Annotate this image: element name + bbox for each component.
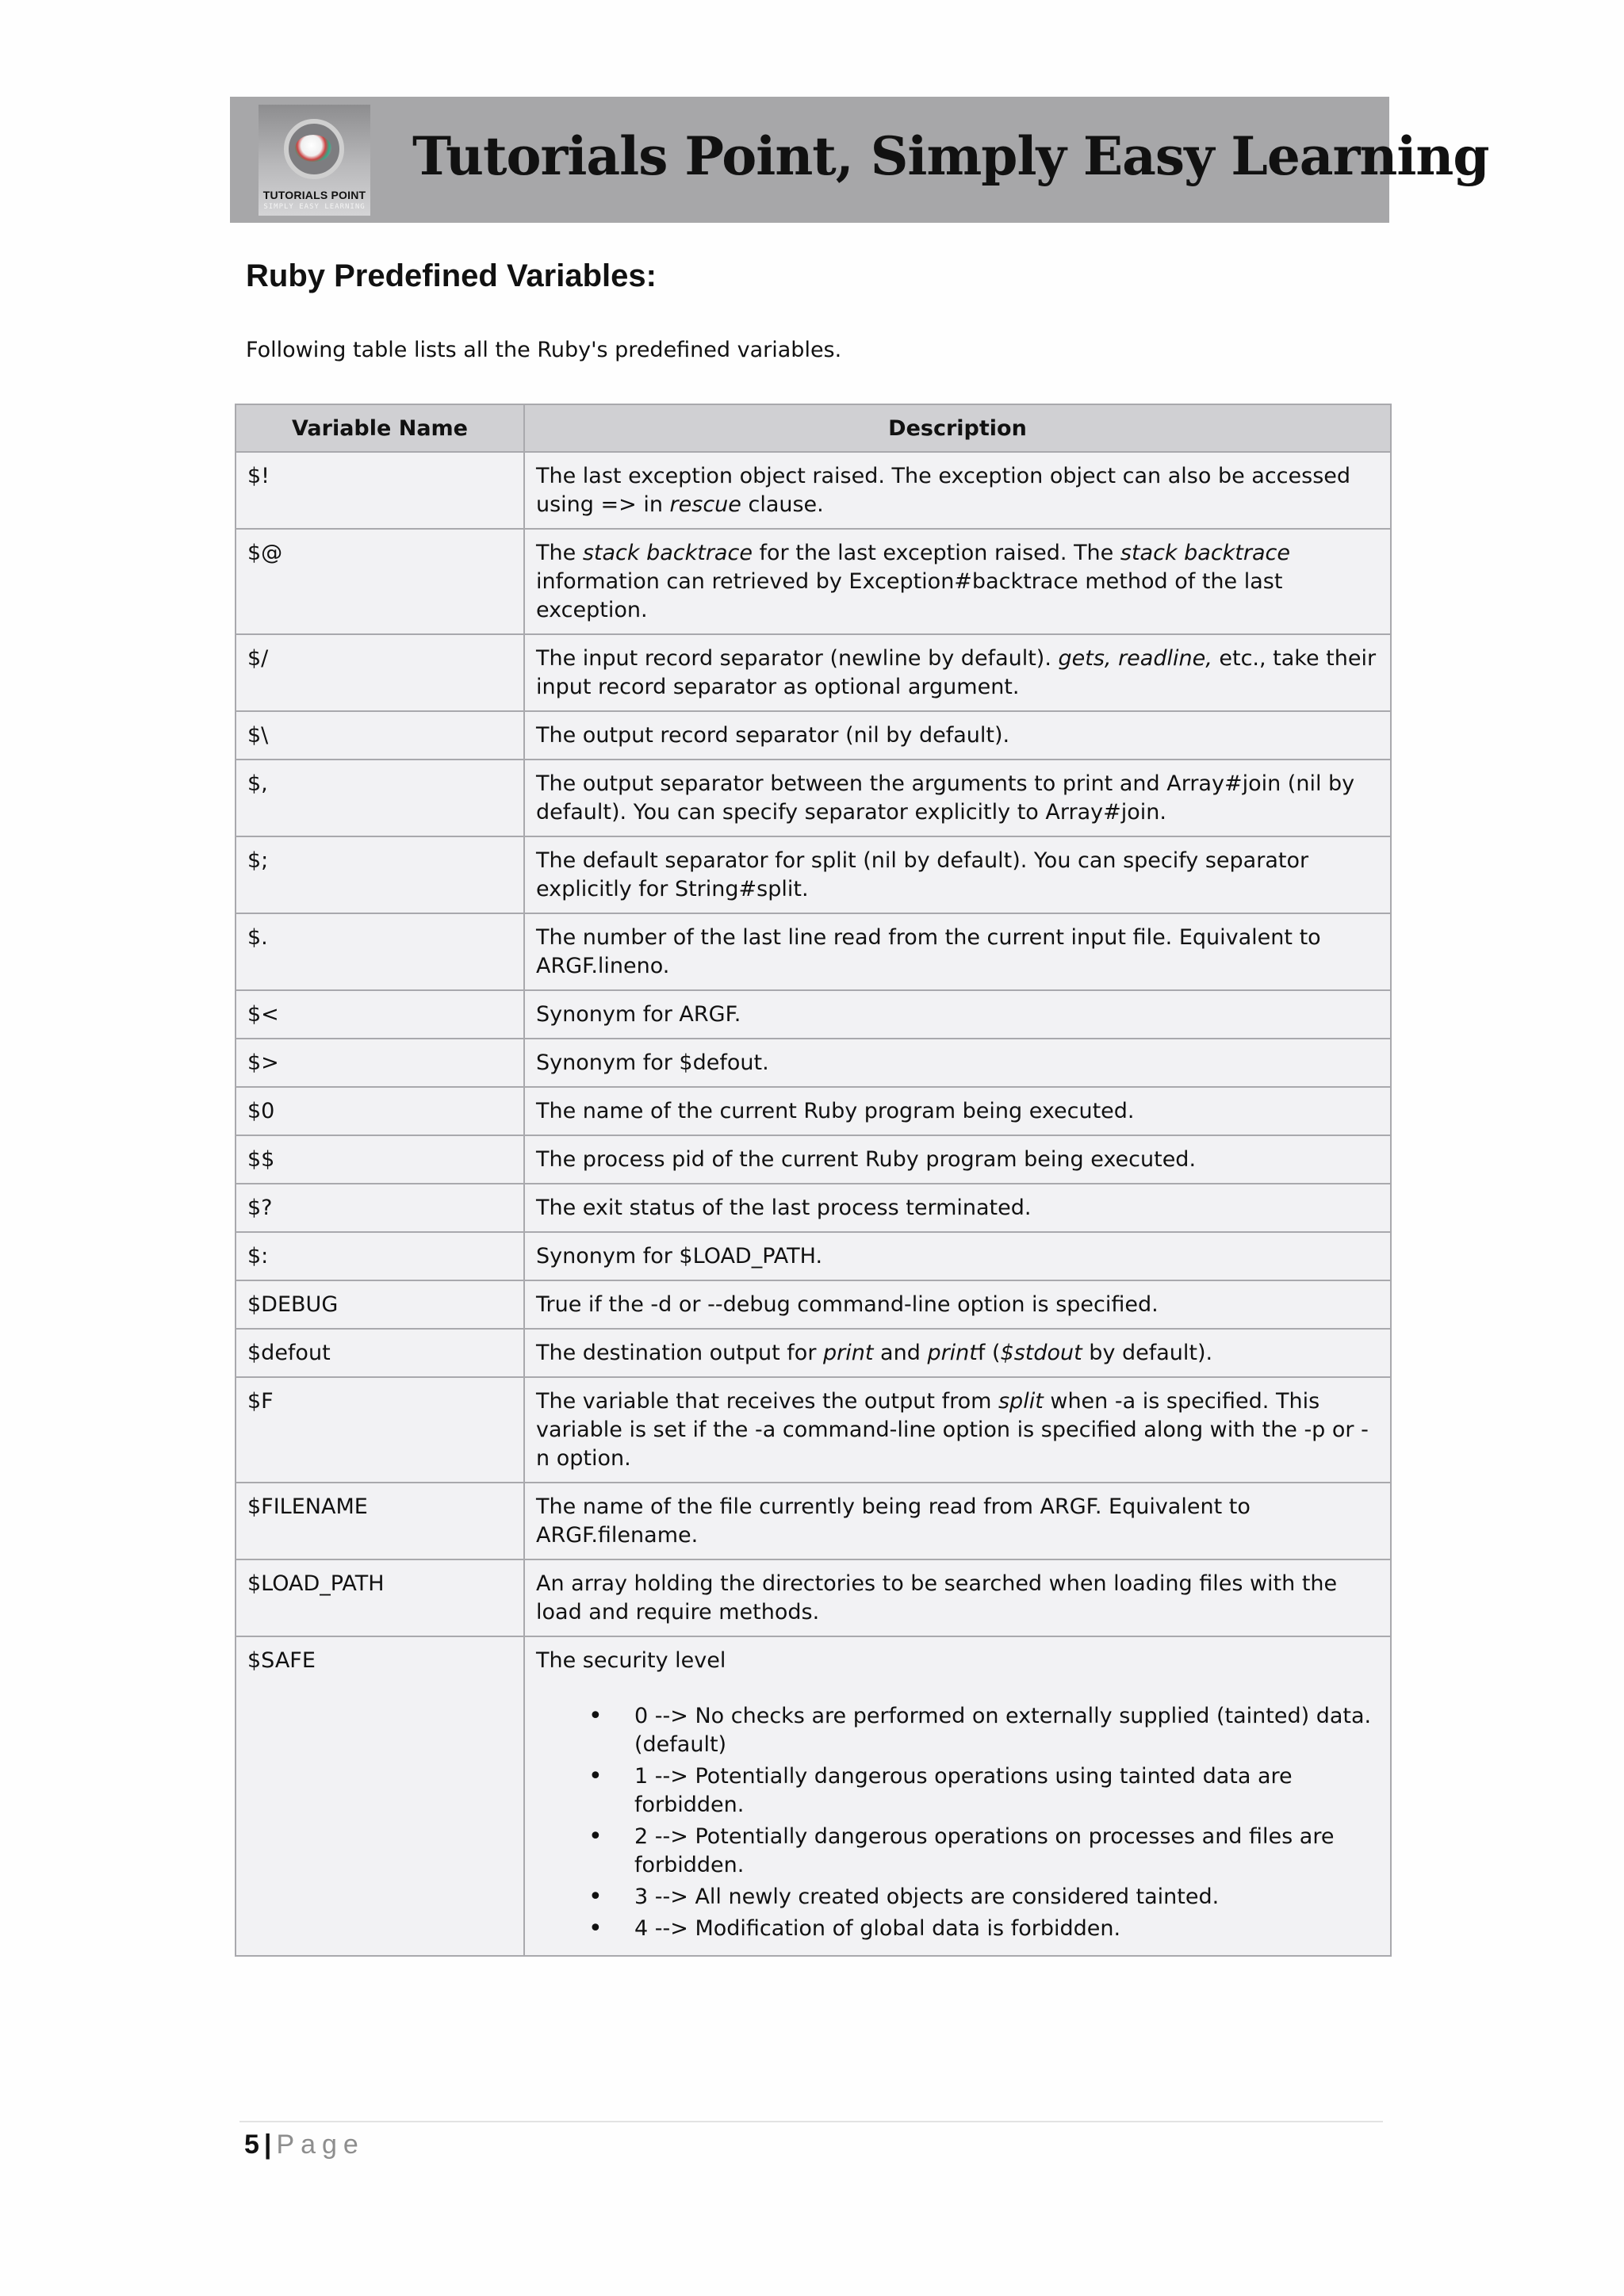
variable-name-cell: $@ [236, 529, 524, 634]
logo-disc-icon [295, 135, 331, 162]
list-item: • 0 --> No checks are performed on externally supplied (tainted) data. (default) [634, 1702, 1379, 1759]
table-row [236, 634, 1391, 711]
description-cell [524, 634, 1391, 711]
description-text: The stack backtrace for the last exception raised. The stack backtrace information can retrieved by Exception#backtrace method of the last exception. [536, 541, 1290, 622]
security-level-list [536, 1702, 1379, 1943]
table-row [236, 1329, 1391, 1377]
variable-name-cell: $; [236, 836, 524, 913]
column-header-variable-name: Variable Name [236, 404, 524, 452]
description-cell [524, 1559, 1391, 1636]
table-row [236, 836, 1391, 913]
table-row [236, 1636, 1391, 1956]
list-item: • 3 --> All newly created objects are considered tainted. [634, 1883, 1379, 1911]
table-row [236, 760, 1391, 836]
description-text: An array holding the directories to be searched when loading files with the load and require methods. [536, 1571, 1338, 1624]
table-row [236, 990, 1391, 1039]
table-row [236, 452, 1391, 529]
description-cell [524, 1135, 1391, 1184]
variable-name-cell: $LOAD_PATH [236, 1559, 524, 1636]
table-row [236, 1483, 1391, 1559]
description-text: The output record separator (nil by default). [536, 723, 1010, 748]
description-text: The name of the current Ruby program being executed. [536, 1099, 1135, 1123]
description-text: Synonym for ARGF. [536, 1002, 741, 1027]
description-text: The name of the file currently being read from ARGF. Equivalent to ARGF.filename. [536, 1494, 1251, 1548]
table-row [236, 1087, 1391, 1135]
description-cell [524, 1483, 1391, 1559]
description-cell [524, 1280, 1391, 1329]
table-row [236, 1232, 1391, 1280]
table-row [236, 529, 1391, 634]
description-text: The number of the last line read from the current input file. Equivalent to ARGF.lineno. [536, 925, 1321, 978]
description-text: The process pid of the current Ruby program being executed. [536, 1147, 1197, 1172]
description-text: The security level [536, 1648, 726, 1673]
description-text: Synonym for $defout. [536, 1050, 769, 1075]
variable-name-cell: $! [236, 452, 524, 529]
description-cell [524, 1636, 1391, 1956]
variable-name-cell: $F [236, 1377, 524, 1483]
header-banner [230, 97, 1489, 223]
variable-name-cell: $SAFE [236, 1636, 524, 1956]
description-text: True if the -d or --debug command-line option is specified. [536, 1292, 1159, 1317]
logo-text: TUTORIALS POINT [262, 189, 366, 201]
description-cell [524, 711, 1391, 760]
list-item: • 4 --> Modification of global data is forbidden. [634, 1915, 1379, 1943]
description-text: Synonym for $LOAD_PATH. [536, 1244, 823, 1269]
variable-name-cell: $0 [236, 1087, 524, 1135]
table-row [236, 1184, 1391, 1232]
variable-name-cell: $> [236, 1039, 524, 1087]
intro-paragraph: Following table lists all the Ruby's predefined variables. [246, 338, 842, 362]
description-text: The exit status of the last process terminated. [536, 1196, 1032, 1220]
description-cell [524, 1039, 1391, 1087]
description-text: The input record separator (newline by default). gets, readline, etc., take their input record separator as optional argument. [536, 646, 1377, 699]
description-cell [524, 990, 1391, 1039]
description-text: The output separator between the arguments to print and Array#join (nil by default). You can specify separator explicitly to Array#join. [536, 771, 1355, 825]
list-item: • 1 --> Potentially dangerous operations using tainted data are forbidden. [634, 1762, 1379, 1820]
description-text: The default separator for split (nil by default). You can specify separator explicitly for String#split. [536, 848, 1309, 901]
table-row [236, 1559, 1391, 1636]
variable-name-cell: $defout [236, 1329, 524, 1377]
variable-name-cell: $$ [236, 1135, 524, 1184]
predefined-variables-table [235, 404, 1392, 1957]
page-label: Page [276, 2130, 365, 2160]
variable-name-cell: $\ [236, 711, 524, 760]
description-cell [524, 452, 1391, 529]
description-text: The destination output for print and printf ($stdout by default). [536, 1341, 1213, 1365]
list-item: • 2 --> Potentially dangerous operations on processes and files are forbidden. [634, 1823, 1379, 1880]
variable-name-cell: $? [236, 1184, 524, 1232]
table-row [236, 913, 1391, 990]
description-cell [524, 1329, 1391, 1377]
page-separator: | [263, 2130, 272, 2160]
description-cell [524, 529, 1391, 634]
variable-name-cell: $/ [236, 634, 524, 711]
description-cell [524, 1087, 1391, 1135]
description-cell [524, 1377, 1391, 1483]
description-cell [524, 913, 1391, 990]
description-text: The variable that receives the output from split when -a is specified. This variable is set if the -a command-line option is specified along with the -p or -n option. [536, 1389, 1369, 1471]
description-cell [524, 836, 1391, 913]
tutorials-point-logo [259, 105, 370, 216]
description-cell [524, 760, 1391, 836]
table-row [236, 1377, 1391, 1483]
footer-divider [239, 2121, 1383, 2122]
description-text: The last exception object raised. The exception object can also be accessed using => in rescue clause. [536, 464, 1351, 517]
table-row [236, 1280, 1391, 1329]
table-row [236, 711, 1391, 760]
page-number: 5 [244, 2130, 259, 2160]
variable-name-cell: $FILENAME [236, 1483, 524, 1559]
table-body [236, 452, 1391, 1956]
section-title: Ruby Predefined Variables: [246, 258, 657, 293]
site-title: Tutorials Point, Simply Easy Learning [412, 125, 1489, 187]
table-row [236, 1039, 1391, 1087]
page-footer [244, 2130, 365, 2160]
description-cell [524, 1232, 1391, 1280]
logo-tagline: SIMPLY EASY LEARNING [263, 203, 366, 211]
table-header-row [236, 404, 1391, 452]
variable-name-cell: $< [236, 990, 524, 1039]
variable-name-cell: $, [236, 760, 524, 836]
table-row [236, 1135, 1391, 1184]
description-cell [524, 1184, 1391, 1232]
variable-name-cell: $DEBUG [236, 1280, 524, 1329]
variable-name-cell: $: [236, 1232, 524, 1280]
column-header-description: Description [524, 404, 1391, 452]
variable-name-cell: $. [236, 913, 524, 990]
